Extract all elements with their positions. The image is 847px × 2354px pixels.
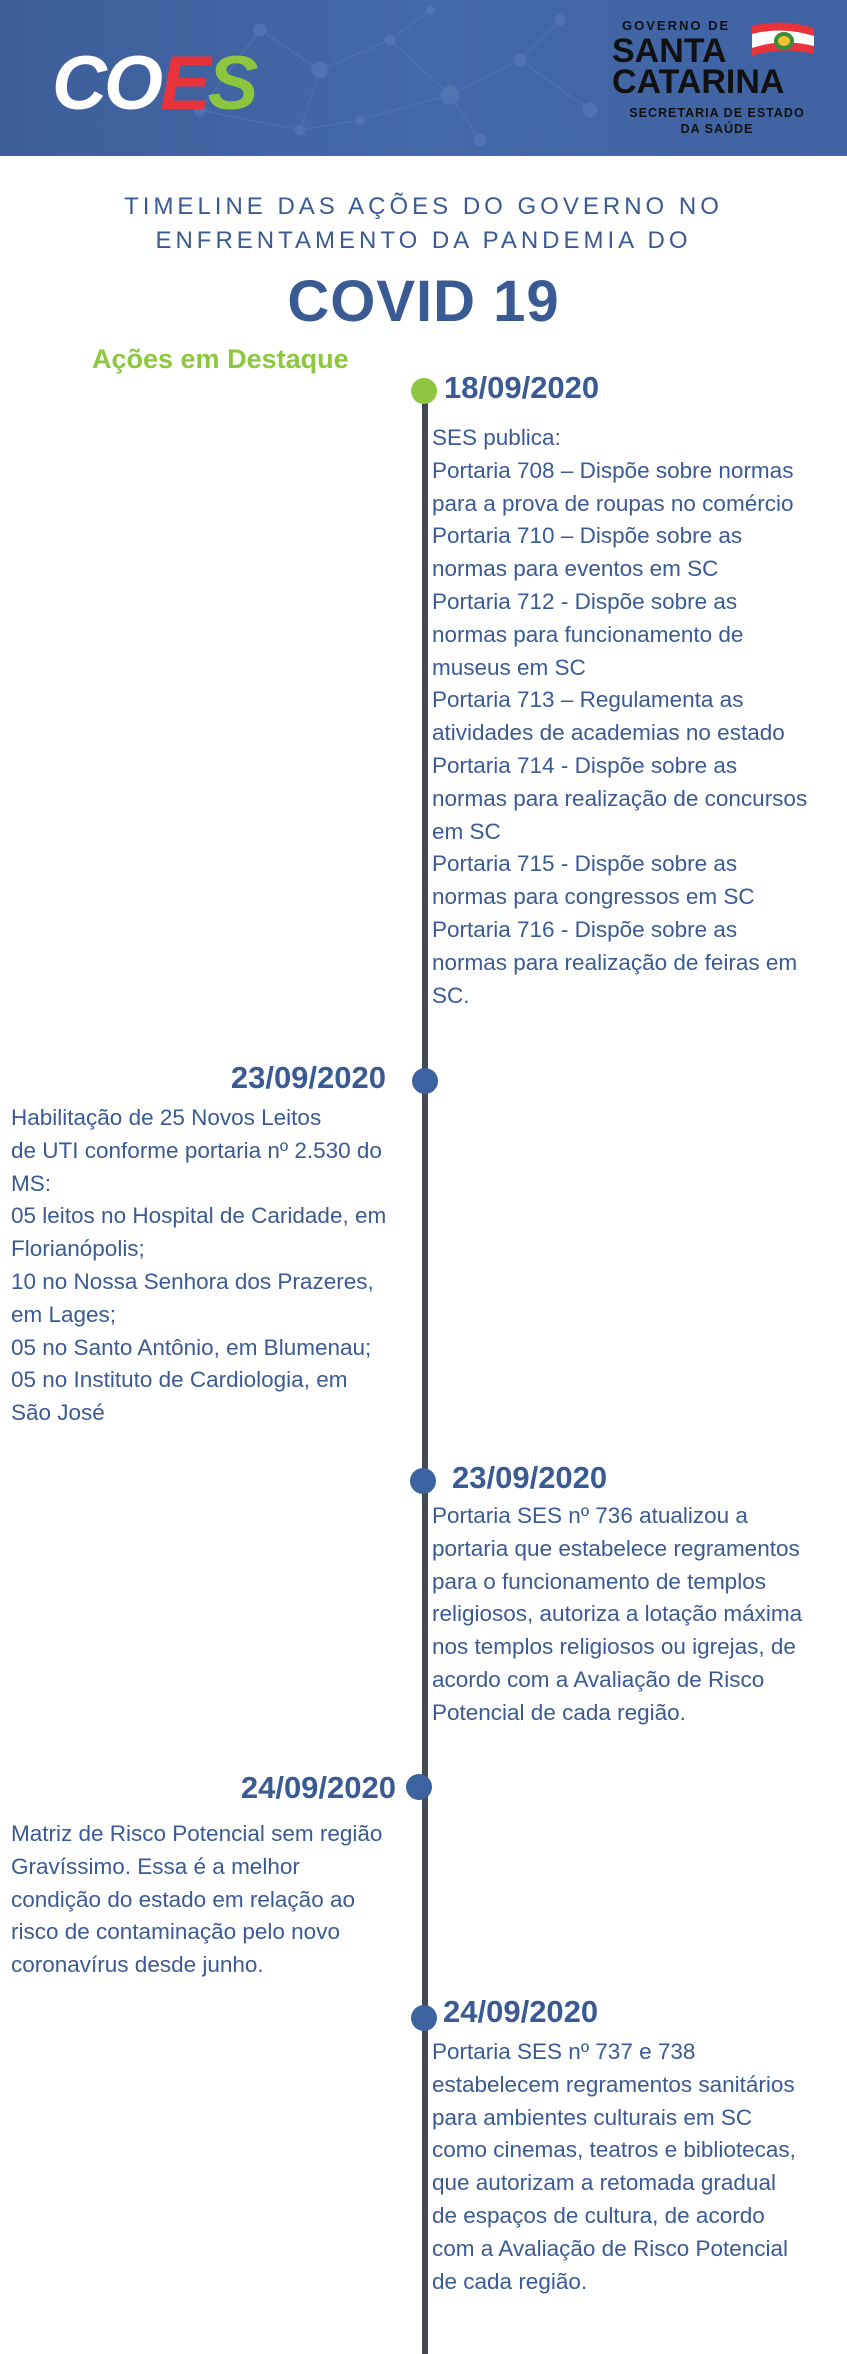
- text-line: estabelecem regramentos sanitários: [432, 2071, 795, 2097]
- coes-logo: [52, 41, 256, 126]
- text-line: de espaços de cultura, de acordo: [432, 2202, 765, 2228]
- text-line: Potencial de cada região.: [432, 1699, 686, 1725]
- timeline-entry-text: [432, 422, 807, 1012]
- text-line: 05 no Instituto de Cardiologia, em: [11, 1367, 348, 1393]
- text-line: Matriz de Risco Potencial sem região: [11, 1821, 383, 1846]
- text-line: 05 leitos no Hospital de Caridade, em: [11, 1203, 387, 1229]
- page-title: COVID 19: [287, 269, 560, 334]
- timeline-axis: [422, 390, 428, 2354]
- text-line: SC.: [432, 982, 470, 1008]
- timeline-date: 24/09/2020: [443, 1994, 599, 2029]
- text-line: Portaria 716 - Dispõe sobre as: [432, 916, 738, 942]
- text-line: em SC: [432, 818, 501, 844]
- text-line: coronavírus desde junho.: [11, 1952, 264, 1978]
- text-line: para a prova de roupas no comércio: [432, 490, 794, 516]
- gov-logo-sub1: SECRETARIA DE ESTADO: [629, 106, 805, 120]
- timeline-entry-text: [432, 2036, 796, 2298]
- text-line: de cada região.: [432, 2268, 588, 2294]
- text-line: Florianópolis;: [11, 1236, 145, 1262]
- section-heading: Ações em Destaque: [92, 344, 349, 374]
- text-line: São José: [11, 1400, 105, 1426]
- text-line: Portaria 708 – Dispõe sobre normas: [432, 457, 794, 483]
- timeline-dot: [411, 378, 437, 404]
- header-banner: [0, 0, 847, 156]
- text-line: Habilitação de 25 Novos Leitos: [11, 1105, 322, 1130]
- timeline-date: 23/09/2020: [230, 1060, 386, 1095]
- coes-logo-part1: CO: [52, 41, 160, 126]
- text-line: para o funcionamento de templos: [432, 1568, 766, 1594]
- text-line: para ambientes culturais em SC: [432, 2104, 753, 2130]
- timeline-dot: [411, 2005, 437, 2031]
- text-line: Portaria 712 - Dispõe sobre as: [432, 588, 738, 614]
- text-line: com a Avaliação de Risco Potencial: [432, 2235, 789, 2261]
- timeline-entry-text: [432, 1500, 802, 1730]
- text-line: normas para funcionamento de: [432, 621, 744, 647]
- santa-catarina-logo: [612, 16, 822, 140]
- text-line: Portaria 714 - Dispõe sobre as: [432, 752, 738, 778]
- text-line: normas para realização de concursos: [432, 785, 808, 811]
- gov-logo-small: GOVERNO DE: [622, 18, 731, 33]
- text-line: Portaria SES nº 736 atualizou a: [432, 1503, 748, 1528]
- text-line: museus em SC: [432, 654, 586, 680]
- text-line: nos templos religiosos ou igrejas, de: [432, 1634, 796, 1660]
- text-line: Gravíssimo. Essa é a melhor: [11, 1853, 300, 1879]
- timeline-date: 18/09/2020: [444, 370, 600, 405]
- text-line: como cinemas, teatros e bibliotecas,: [432, 2137, 796, 2163]
- text-line: Portaria 713 – Regulamenta as: [432, 687, 744, 713]
- gov-logo-santa: SANTA: [612, 32, 727, 70]
- coes-logo-part3: S: [207, 41, 256, 126]
- title-line2: ENFRENTAMENTO DA PANDEMIA DO: [155, 227, 692, 254]
- text-line: normas para congressos em SC: [432, 884, 755, 910]
- text-line: risco de contaminação pelo novo: [11, 1919, 340, 1945]
- text-line: Portaria 710 – Dispõe sobre as: [432, 523, 743, 549]
- text-line: 05 no Santo Antônio, em Blumenau;: [11, 1334, 372, 1360]
- timeline-dot: [410, 1468, 436, 1494]
- timeline-dot: [412, 1068, 438, 1094]
- text-line: 10 no Nossa Senhora dos Prazeres,: [11, 1268, 374, 1294]
- text-line: Portaria SES nº 737 e 738: [432, 2039, 696, 2064]
- text-line: atividades de academias no estado: [432, 720, 785, 746]
- sc-flag-icon: [744, 20, 820, 62]
- text-line: condição do estado em relação ao: [11, 1886, 355, 1912]
- gov-logo-catarina: CATARINA: [612, 63, 785, 101]
- timeline-date: 23/09/2020: [452, 1460, 608, 1495]
- text-line: de UTI conforme portaria nº 2.530 do: [11, 1137, 382, 1163]
- text-line: normas para realização de feiras em: [432, 949, 798, 975]
- text-line: Portaria 715 - Dispõe sobre as: [432, 851, 738, 877]
- text-line: portaria que estabelece regramentos: [432, 1535, 800, 1561]
- text-line: normas para eventos em SC: [432, 556, 719, 582]
- text-line: religiosos, autoriza a lotação máxima: [432, 1601, 803, 1627]
- gov-logo-sub2: DA SAÚDE: [680, 122, 754, 136]
- coes-logo-part2: E: [160, 41, 208, 126]
- text-line: SES publica:: [432, 425, 561, 450]
- timeline-entry-text: [11, 1102, 386, 1430]
- title-line1: TIMELINE DAS AÇÕES DO GOVERNO NO: [124, 193, 723, 220]
- text-line: acordo com a Avaliação de Risco: [432, 1666, 765, 1692]
- text-line: em Lages;: [11, 1301, 117, 1327]
- text-line: que autorizam a retomada gradual: [432, 2170, 776, 2196]
- timeline-date: 24/09/2020: [240, 1770, 396, 1805]
- timeline-dot: [406, 1774, 432, 1800]
- text-line: MS:: [11, 1170, 52, 1196]
- timeline-entry-text: [11, 1818, 382, 1982]
